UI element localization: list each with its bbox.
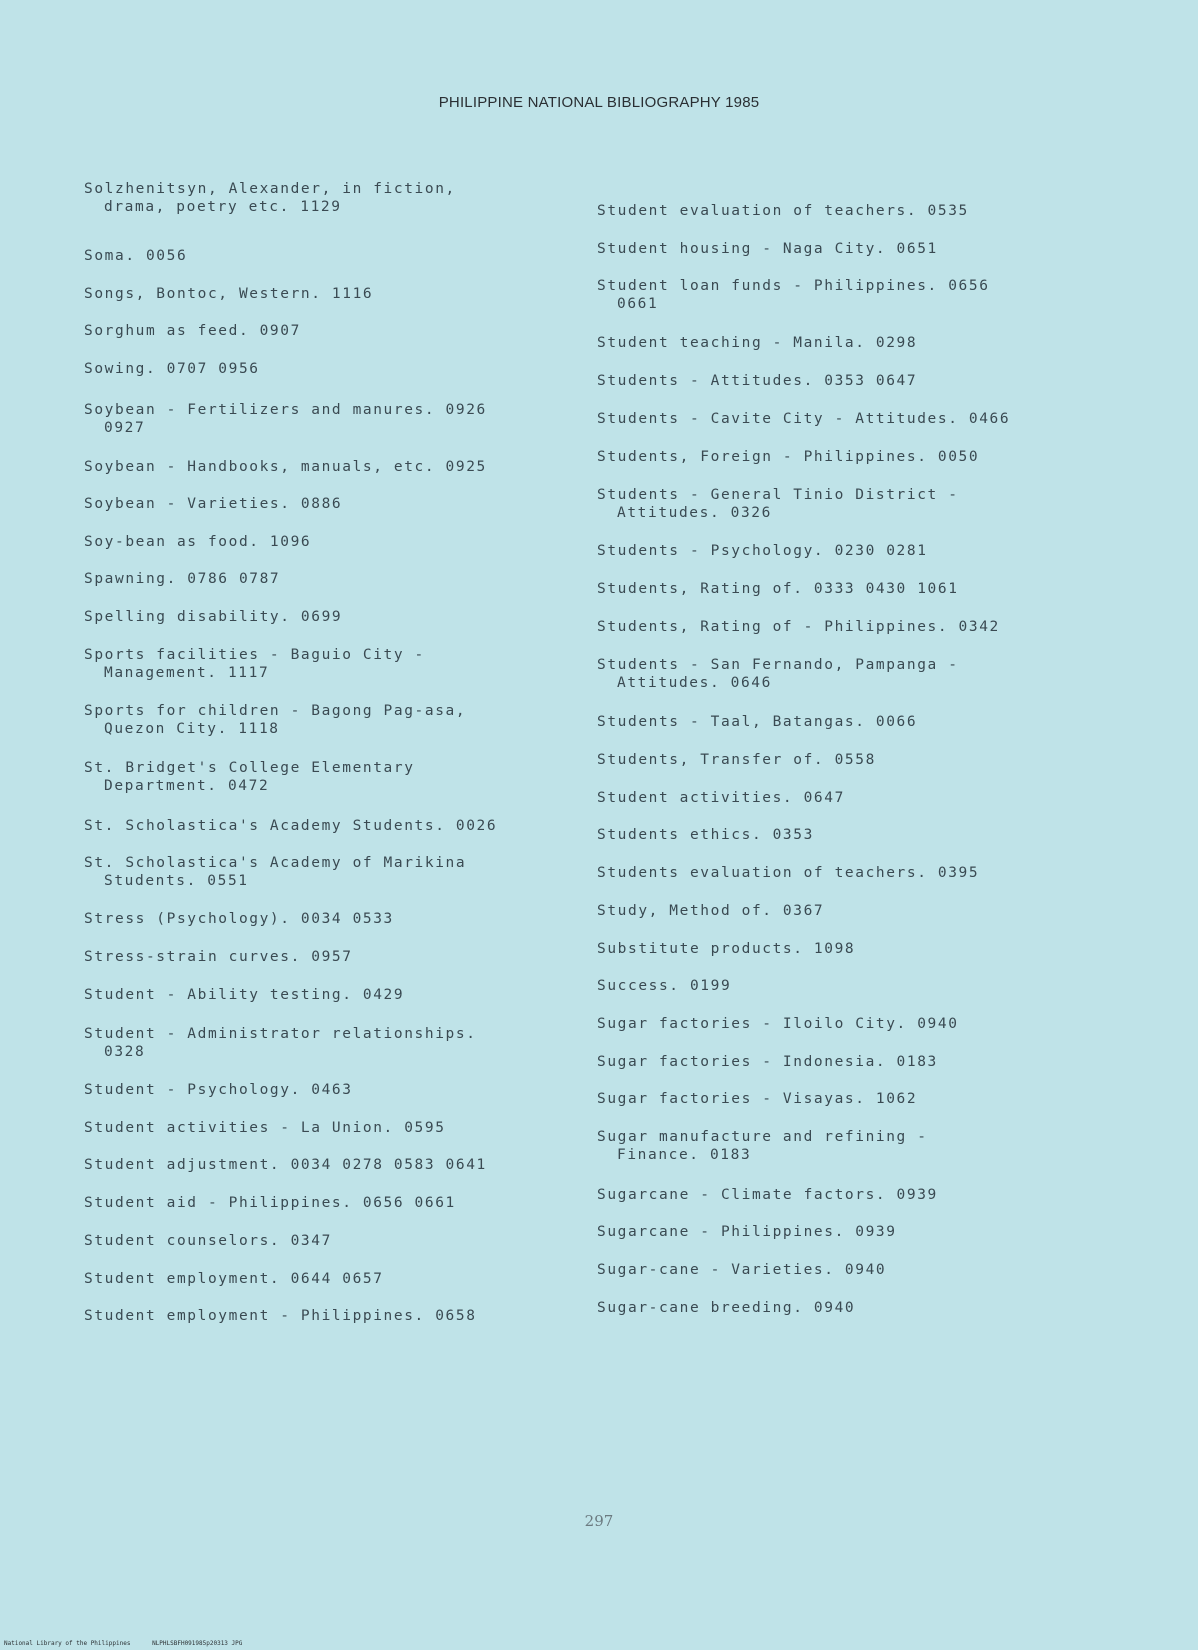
index-entry: Student - Administrator relationships. 0328 [84, 1026, 477, 1060]
index-entry: Soy-bean as food. 1096 [84, 534, 312, 550]
index-entry: Student employment - Philippines. 0658 [84, 1308, 477, 1324]
index-entry: Student activities. 0647 [597, 790, 845, 806]
index-entry: Students, Foreign - Philippines. 0050 [597, 449, 980, 465]
index-entry: Sugar factories - Indonesia. 0183 [597, 1054, 938, 1070]
index-entry: Sugar-cane breeding. 0940 [597, 1300, 856, 1316]
footer-library: National Library of the Philippines [4, 1640, 131, 1647]
index-entry: St. Bridget's College Elementary Department. 0472 [84, 760, 415, 794]
index-entry: Students - General Tinio District - Attitudes. 0326 [597, 487, 959, 521]
index-entry: Sugar factories - Visayas. 1062 [597, 1091, 918, 1107]
index-entry: Students - Attitudes. 0353 0647 [597, 373, 918, 389]
index-entry: Students - Taal, Batangas. 0066 [597, 714, 918, 730]
index-entry: Stress-strain curves. 0957 [84, 949, 353, 965]
index-entry: Student loan funds - Philippines. 0656 0661 [597, 278, 990, 312]
index-entry: Student adjustment. 0034 0278 0583 0641 [84, 1157, 487, 1173]
index-entry: Student aid - Philippines. 0656 0661 [84, 1195, 456, 1211]
index-entry: Sugar manufacture and refining - Finance. 0183 [597, 1129, 928, 1163]
page-header-title: PHILIPPINE NATIONAL BIBLIOGRAPHY 1985 [438, 94, 760, 111]
index-entry: Spawning. 0786 0787 [84, 571, 281, 587]
index-entry: Spelling disability. 0699 [84, 609, 343, 625]
index-entry: Student - Psychology. 0463 [84, 1082, 353, 1098]
index-entry: Students, Transfer of. 0558 [597, 752, 876, 768]
index-entry: Students evaluation of teachers. 0395 [597, 865, 980, 881]
index-entry: Student counselors. 0347 [84, 1233, 332, 1249]
index-entry: Sugar factories - Iloilo City. 0940 [597, 1016, 959, 1032]
index-entry: Soybean - Handbooks, manuals, etc. 0925 [84, 459, 487, 475]
index-entry: Students ethics. 0353 [597, 827, 814, 843]
index-entry: Students - Cavite City - Attitudes. 0466 [597, 411, 1011, 427]
index-entry: Success. 0199 [597, 978, 732, 994]
index-entry: Student evaluation of teachers. 0535 [597, 203, 969, 219]
index-entry: Students, Rating of. 0333 0430 1061 [597, 581, 959, 597]
index-entry: St. Scholastica's Academy of Marikina Students. 0551 [84, 855, 467, 889]
index-entry: Songs, Bontoc, Western. 1116 [84, 286, 374, 302]
index-entry: Students - San Fernando, Pampanga - Attitudes. 0646 [597, 657, 959, 691]
page-number: 297 [584, 1512, 614, 1530]
index-entry: Student - Ability testing. 0429 [84, 987, 405, 1003]
index-entry: Student teaching - Manila. 0298 [597, 335, 918, 351]
index-entry: Sorghum as feed. 0907 [84, 323, 301, 339]
index-entry: Solzhenitsyn, Alexander, in fiction, drama, poetry etc. 1129 [84, 181, 456, 215]
index-entry: Sowing. 0707 0956 [84, 361, 260, 377]
index-entry: Sugarcane - Philippines. 0939 [597, 1224, 897, 1240]
index-entry: Students - Psychology. 0230 0281 [597, 543, 928, 559]
index-entry: Soybean - Varieties. 0886 [84, 496, 343, 512]
index-entry: St. Scholastica's Academy Students. 0026 [84, 818, 498, 834]
index-entry: Student activities - La Union. 0595 [84, 1120, 446, 1136]
index-entry: Soybean - Fertilizers and manures. 0926 0927 [84, 402, 487, 436]
index-entry: Sugarcane - Climate factors. 0939 [597, 1187, 938, 1203]
index-entry: Student employment. 0644 0657 [84, 1271, 384, 1287]
index-entry: Sports facilities - Baguio City - Management. 1117 [84, 647, 425, 681]
index-entry: Stress (Psychology). 0034 0533 [84, 911, 394, 927]
index-entry: Student housing - Naga City. 0651 [597, 241, 938, 257]
index-entry: Sugar-cane - Varieties. 0940 [597, 1262, 887, 1278]
footer-file-id: NLPHLSBFH091985p20313 JPG [152, 1640, 243, 1647]
footer-credit [4, 1640, 260, 1647]
index-entry: Students, Rating of - Philippines. 0342 [597, 619, 1000, 635]
index-entry: Soma. 0056 [84, 248, 188, 264]
index-entry: Study, Method of. 0367 [597, 903, 825, 919]
index-entry: Sports for children - Bagong Pag-asa, Quezon City. 1118 [84, 703, 467, 737]
index-entry: Substitute products. 1098 [597, 941, 856, 957]
